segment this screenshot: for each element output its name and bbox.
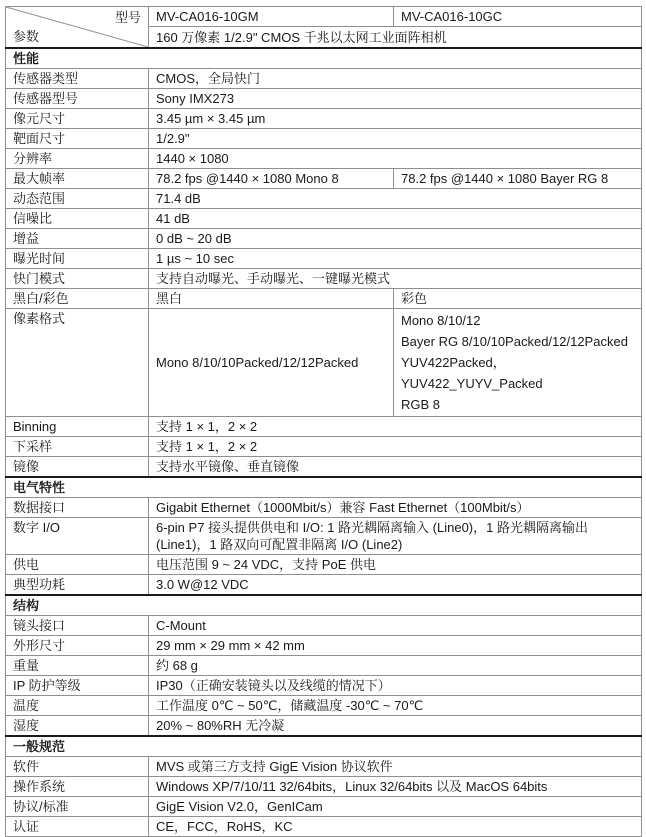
spec-label: 传感器类型 — [6, 69, 149, 89]
spec-row — [6, 457, 642, 478]
spec-value: Gigabit Ethernet（1000Mbit/s）兼容 Fast Ethernet（100Mbit/s） — [149, 498, 642, 518]
spec-row — [6, 437, 642, 457]
spec-label: 认证 — [6, 817, 149, 837]
spec-label: IP 防护等级 — [6, 676, 149, 696]
corner-label-model: 型号 — [114, 10, 141, 25]
spec-row — [6, 555, 642, 575]
spec-value-line: Mono 8/10/12 — [401, 313, 481, 328]
spec-value: 支持 1 × 1，2 × 2 — [149, 417, 642, 437]
section-row — [6, 595, 642, 616]
spec-row — [6, 69, 642, 89]
spec-row — [6, 757, 642, 777]
spec-value: 1440 × 1080 — [149, 149, 642, 169]
spec-row — [6, 149, 642, 169]
spec-row — [6, 269, 642, 289]
section-row — [6, 477, 642, 498]
spec-row — [6, 797, 642, 817]
spec-label: 黑白/彩色 — [6, 289, 149, 309]
spec-row — [6, 229, 642, 249]
spec-value: C-Mount — [149, 616, 642, 636]
spec-label: 信噪比 — [6, 209, 149, 229]
spec-row — [6, 129, 642, 149]
spec-label: 动态范围 — [6, 189, 149, 209]
spec-value — [394, 309, 642, 417]
spec-value-line: YUV422Packed，YUV422_YUYV_Packed — [401, 355, 543, 391]
spec-value — [149, 309, 394, 417]
spec-label: 典型功耗 — [6, 575, 149, 596]
spec-label: 传感器型号 — [6, 89, 149, 109]
spec-row — [6, 716, 642, 737]
spec-value: 78.2 fps @1440 × 1080 Bayer RG 8 — [394, 169, 642, 189]
spec-row — [6, 169, 642, 189]
spec-value-line: RGB 8 — [401, 397, 441, 412]
spec-value: 1 µs ~ 10 sec — [149, 249, 642, 269]
corner-header-cell — [6, 7, 149, 49]
spec-label: 增益 — [6, 229, 149, 249]
spec-value: MVS 或第三方支持 GigE Vision 协议软件 — [149, 757, 642, 777]
spec-row — [6, 616, 642, 636]
spec-row — [6, 656, 642, 676]
spec-label: 靶面尺寸 — [6, 129, 149, 149]
spec-label: 分辨率 — [6, 149, 149, 169]
spec-label: 供电 — [6, 555, 149, 575]
spec-label: 镜头接口 — [6, 616, 149, 636]
spec-value: CMOS，全局快门 — [149, 69, 642, 89]
spec-row — [6, 518, 642, 555]
spec-row — [6, 249, 642, 269]
spec-value: 黑白 — [149, 289, 394, 309]
spec-row — [6, 417, 642, 437]
spec-value: 71.4 dB — [149, 189, 642, 209]
spec-label: 最大帧率 — [6, 169, 149, 189]
model-name-gc: MV-CA016-10GC — [394, 7, 642, 27]
spec-label: 下采样 — [6, 437, 149, 457]
spec-value-line: Bayer RG 8/10/10Packed/12/12Packed — [401, 334, 628, 349]
spec-value: 支持 1 × 1，2 × 2 — [149, 437, 642, 457]
spec-label: 外形尺寸 — [6, 636, 149, 656]
spec-row — [6, 209, 642, 229]
spec-label: 快门模式 — [6, 269, 149, 289]
spec-value: 3.45 µm × 3.45 µm — [149, 109, 642, 129]
spec-row — [6, 696, 642, 716]
spec-label: 重量 — [6, 656, 149, 676]
section-row — [6, 48, 642, 69]
spec-value: 彩色 — [394, 289, 642, 309]
spec-value: 41 dB — [149, 209, 642, 229]
spec-value-line: Mono 8/10/10Packed/12/12Packed — [156, 355, 359, 370]
spec-row — [6, 109, 642, 129]
spec-row — [6, 309, 642, 417]
spec-label: 软件 — [6, 757, 149, 777]
spec-label: Binning — [6, 417, 149, 437]
spec-label: 湿度 — [6, 716, 149, 737]
spec-value: 支持水平镜像、垂直镜像 — [149, 457, 642, 478]
section-header: 电气特性 — [6, 477, 642, 498]
spec-label: 镜像 — [6, 457, 149, 478]
spec-row — [6, 676, 642, 696]
spec-value: 1/2.9" — [149, 129, 642, 149]
spec-value: 78.2 fps @1440 × 1080 Mono 8 — [149, 169, 394, 189]
spec-value: 3.0 W@12 VDC — [149, 575, 642, 596]
corner-label-parameter: 参数 — [13, 29, 40, 44]
spec-row — [6, 498, 642, 518]
spec-value: 工作温度 0℃ ~ 50℃，储藏温度 -30℃ ~ 70℃ — [149, 696, 642, 716]
spec-row — [6, 289, 642, 309]
section-header: 结构 — [6, 595, 642, 616]
spec-label: 协议/标准 — [6, 797, 149, 817]
spec-row — [6, 575, 642, 596]
section-row — [6, 736, 642, 757]
spec-row — [6, 189, 642, 209]
camera-spec-table — [5, 6, 642, 837]
spec-label: 曝光时间 — [6, 249, 149, 269]
spec-label: 像元尺寸 — [6, 109, 149, 129]
spec-label: 像素格式 — [6, 309, 149, 417]
spec-row — [6, 89, 642, 109]
header-row-models — [6, 7, 642, 27]
spec-value: Sony IMX273 — [149, 89, 642, 109]
spec-value: GigE Vision V2.0，GenICam — [149, 797, 642, 817]
section-header: 一般规范 — [6, 736, 642, 757]
spec-label: 数据接口 — [6, 498, 149, 518]
section-header: 性能 — [6, 48, 642, 69]
spec-value: 6-pin P7 接头提供供电和 I/O: 1 路光耦隔离输入 (Line0)，1 路光耦隔离输出 (Line1)，1 路双向可配置非隔离 I/O (Line2) — [149, 518, 642, 555]
spec-value: 0 dB ~ 20 dB — [149, 229, 642, 249]
spec-value: 20% ~ 80%RH 无冷凝 — [149, 716, 642, 737]
camera-description: 160 万像素 1/2.9" CMOS 千兆以太网工业面阵相机 — [149, 27, 642, 48]
spec-row — [6, 817, 642, 837]
spec-label: 操作系统 — [6, 777, 149, 797]
spec-value: 29 mm × 29 mm × 42 mm — [149, 636, 642, 656]
spec-value: Windows XP/7/10/11 32/64bits，Linux 32/64bits 以及 MacOS 64bits — [149, 777, 642, 797]
spec-value: 约 68 g — [149, 656, 642, 676]
spec-value: 支持自动曝光、手动曝光、一键曝光模式 — [149, 269, 642, 289]
spec-value: 电压范围 9 ~ 24 VDC，支持 PoE 供电 — [149, 555, 642, 575]
spec-label: 数字 I/O — [6, 518, 149, 555]
spec-rows-body — [6, 48, 642, 837]
spec-row — [6, 636, 642, 656]
spec-label: 温度 — [6, 696, 149, 716]
model-name-gm: MV-CA016-10GM — [149, 7, 394, 27]
spec-row — [6, 777, 642, 797]
spec-value: IP30（正确安装镜头以及线缆的情况下） — [149, 676, 642, 696]
spec-value: CE，FCC，RoHS，KC — [149, 817, 642, 837]
